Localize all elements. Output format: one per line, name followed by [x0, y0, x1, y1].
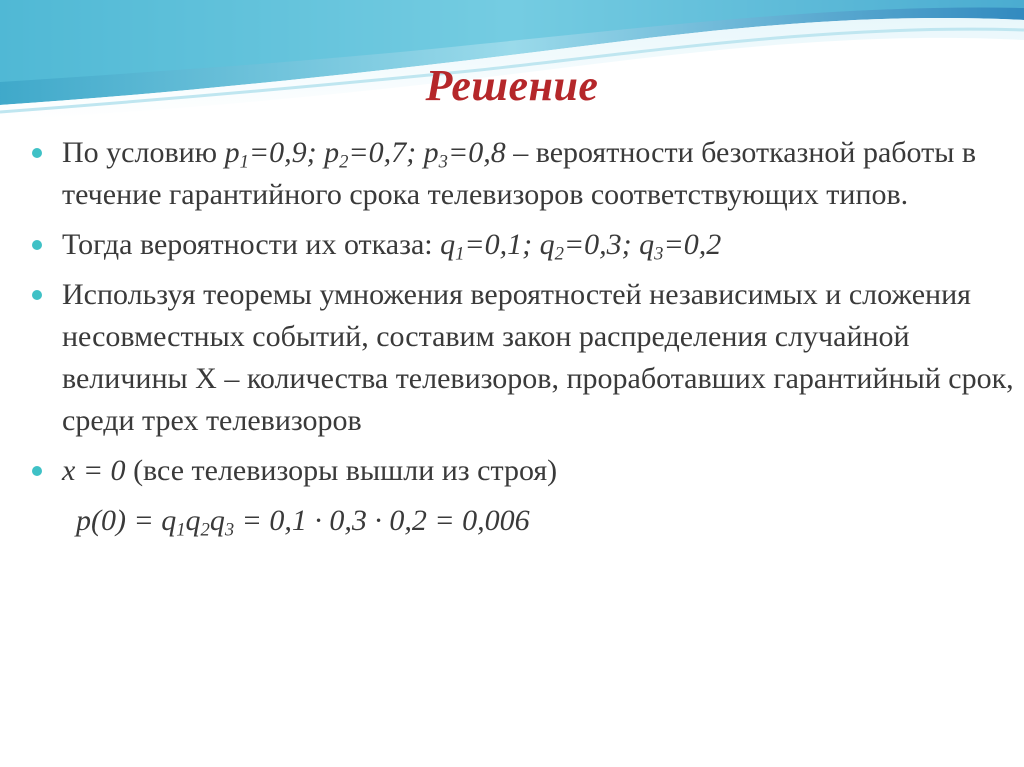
bullet-dot-icon [32, 148, 42, 158]
bullet-text: По условию [62, 136, 225, 169]
bullet-text: Тогда вероятности их отказа: [62, 228, 441, 261]
bullet-text: – вероятности безотказной работы в течение гарантийного срока телевизоров соответствующих типов. [62, 136, 977, 211]
bullet-dot-icon [32, 240, 42, 250]
bullet-text: (все телевизоры вышли из строя) [125, 454, 558, 487]
bullet-dot-icon [32, 466, 42, 476]
math-q: $q_1=0,1$; $q_2=0,3$; $q_3=0,2$ [440, 228, 722, 265]
bullet-method [28, 274, 1018, 442]
slide-body [28, 132, 1018, 542]
bullet-case-x0 [28, 450, 1018, 492]
math-p1: $p_1=0,9$; $p_2=0,7$; $p_3=0,8$ [224, 136, 514, 173]
slide-title: Решение [425, 61, 599, 110]
bullet-conditions [28, 132, 1018, 216]
math-x0: x = 0 [62, 454, 126, 487]
bullet-failure-probabilities [28, 224, 1018, 266]
bullet-dot-icon [32, 290, 42, 300]
formula-p0: $p(0) = q_1q_2q_3 = 0,1 \cdot 0,3 \cdot 0,2 = 0,006$ [76, 504, 530, 541]
bullet-text: Используя теоремы умножения вероятностей независимых и сложения несовместных событий, составим закон распределения случайной величины Х – количества телевизоров, проработавших гарантийный срок, среди трех телевизоров [62, 278, 1014, 437]
